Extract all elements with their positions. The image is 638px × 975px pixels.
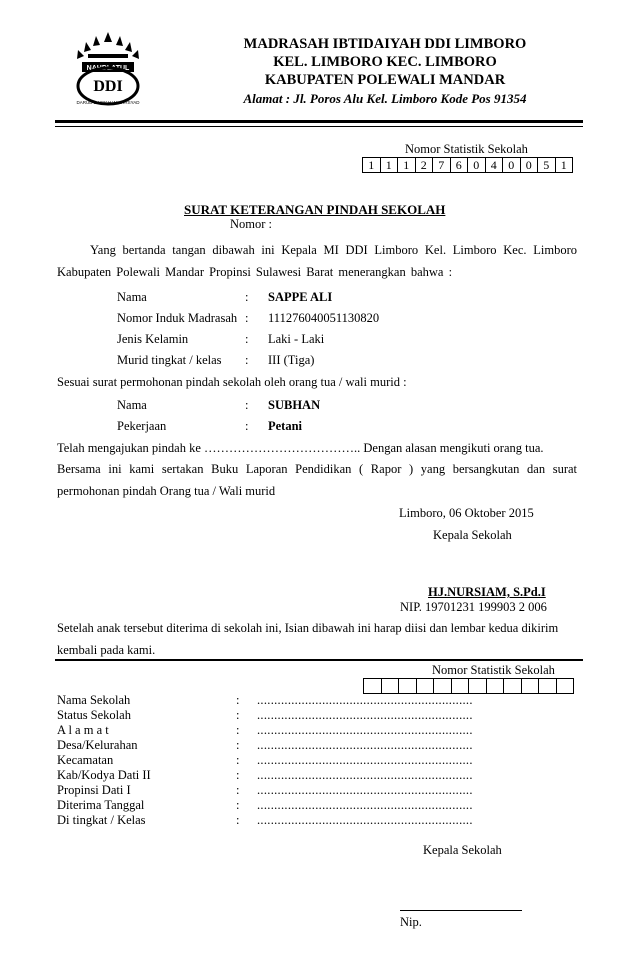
receipt-field-dots: ...............................................................: [257, 798, 473, 812]
student-field-colon: :: [245, 353, 249, 367]
letter-number: Nomor :: [230, 217, 273, 231]
parent-intro: Sesuai surat permohonan pindah sekolah oleh orang tua / wali murid :: [57, 375, 407, 389]
receipt-field-label: Kab/Kodya Dati II: [57, 768, 151, 782]
receipt-field-label: Nama Sekolah: [57, 693, 131, 707]
receipt-field-label: Di tingkat / Kelas: [57, 813, 146, 827]
school-address: Alamat : Jl. Poros Alu Kel. Limboro Kode Pos 91354: [243, 91, 527, 106]
nss-empty-box: [487, 679, 505, 693]
receipt-field-colon: :: [236, 753, 240, 767]
receipt-signature-line: [400, 910, 522, 911]
nss-empty-box: [504, 679, 522, 693]
student-field-value: 111276040051130820: [268, 311, 380, 325]
nss-digit: 1: [556, 158, 574, 172]
receipt-field-dots: ...............................................................: [257, 723, 473, 737]
parent-field-value: SUBHAN: [268, 398, 321, 412]
student-field-value: Laki - Laki: [268, 332, 325, 346]
nss-digit: 0: [503, 158, 521, 172]
school-kelurahan: KEL. LIMBORO KEC. LIMBORO: [273, 54, 497, 70]
student-field-label: Murid tingkat / kelas: [117, 353, 222, 367]
receipt-signature-title: Kepala Sekolah: [423, 843, 502, 857]
nss-digit: 1: [363, 158, 381, 172]
receipt-field-colon: :: [236, 798, 240, 812]
receipt-field-dots: ...............................................................: [257, 783, 473, 797]
signer-nip: NIP. 19701231 199903 2 006: [400, 600, 547, 614]
receipt-nip: Nip.: [400, 915, 422, 929]
moved-statement: Telah mengajukan pindah ke ……………………………….. Dengan alasan mengikuti orang tua.: [57, 441, 544, 455]
intro-line-2: Kabupaten Polewali Mandar Propinsi Sulawesi Barat menerangkan bahwa :: [57, 265, 453, 279]
receipt-divider: [55, 659, 583, 661]
receipt-field-dots: ...............................................................: [257, 768, 473, 782]
parent-field-label: Nama: [117, 398, 147, 412]
signature-title: Kepala Sekolah: [433, 528, 512, 542]
receipt-field-colon: :: [236, 768, 240, 782]
attachment-line-2: permohonan pindah Orang tua / Wali murid: [57, 484, 276, 498]
nss-empty-box: [452, 679, 470, 693]
nss-digit: 0: [521, 158, 539, 172]
receipt-nss-label: Nomor Statistik Sekolah: [432, 663, 555, 677]
receipt-intro-1: Setelah anak tersebut diterima di sekolah ini, Isian dibawah ini harap diisi dan lembar kedua dikirim: [57, 621, 559, 635]
student-field-colon: :: [245, 311, 249, 325]
nss-digit: 7: [433, 158, 451, 172]
nss-empty-box: [539, 679, 557, 693]
receipt-field-label: Diterima Tanggal: [57, 798, 145, 812]
signer-name: HJ.NURSIAM, S.Pd.I: [428, 585, 546, 599]
receipt-field-dots: ...............................................................: [257, 693, 473, 707]
receipt-field-colon: :: [236, 738, 240, 752]
nss-digit: 1: [398, 158, 416, 172]
parent-field-label: Pekerjaan: [117, 419, 167, 433]
svg-text:DARUD DA'WAH WAL IRSYAD: DARUD DA'WAH WAL IRSYAD: [76, 100, 140, 105]
nss-empty-box: [557, 679, 575, 693]
letter-title: SURAT KETERANGAN PINDAH SEKOLAH: [184, 202, 446, 217]
nss-digit: 1: [381, 158, 399, 172]
svg-text:NAHDLATUL: NAHDLATUL: [86, 65, 130, 72]
student-field-value: III (Tiga): [268, 353, 315, 367]
parent-field-value: Petani: [268, 419, 303, 433]
parent-field-colon: :: [245, 419, 249, 433]
attachment-line-1: Bersama ini kami sertakan Buku Laporan Pendidikan ( Rapor ) yang bersangkutan dan surat: [57, 462, 577, 476]
receipt-intro-2: kembali pada kami.: [57, 643, 156, 657]
nss-empty-box: [417, 679, 435, 693]
nss-empty-box: [434, 679, 452, 693]
intro-line-1: Yang bertanda tangan dibawah ini Kepala MI DDI Limboro Kel. Limboro Kec. Limboro: [90, 243, 577, 257]
student-field-label: Nomor Induk Madrasah: [117, 311, 238, 325]
nss-digit: 4: [486, 158, 504, 172]
receipt-field-colon: :: [236, 783, 240, 797]
header-divider-thin: [55, 126, 583, 127]
student-field-colon: :: [245, 332, 249, 346]
parent-field-colon: :: [245, 398, 249, 412]
place-date: Limboro, 06 Oktober 2015: [399, 506, 534, 520]
receipt-field-colon: :: [236, 813, 240, 827]
receipt-field-label: Desa/Kelurahan: [57, 738, 138, 752]
nss-label: Nomor Statistik Sekolah: [405, 142, 528, 156]
nss-digit-boxes: [362, 157, 573, 173]
receipt-field-colon: :: [236, 723, 240, 737]
nss-empty-box: [399, 679, 417, 693]
nss-digit: 2: [416, 158, 434, 172]
receipt-field-colon: :: [236, 708, 240, 722]
receipt-nss-boxes: [363, 678, 574, 694]
nss-empty-box: [469, 679, 487, 693]
header-divider-thick: [55, 120, 583, 123]
nss-empty-box: [382, 679, 400, 693]
nss-digit: 5: [538, 158, 556, 172]
student-field-colon: :: [245, 290, 249, 304]
nss-digit: 6: [451, 158, 469, 172]
ddi-logo: [66, 28, 150, 110]
receipt-field-label: Propinsi Dati I: [57, 783, 131, 797]
svg-text:DDI: DDI: [93, 78, 123, 95]
receipt-field-label: Status Sekolah: [57, 708, 131, 722]
receipt-field-label: A l a m a t: [57, 723, 109, 737]
receipt-field-dots: ...............................................................: [257, 708, 473, 722]
receipt-field-dots: ...............................................................: [257, 753, 473, 767]
receipt-field-label: Kecamatan: [57, 753, 114, 767]
school-name: MADRASAH IBTIDAIYAH DDI LIMBORO: [243, 36, 527, 52]
school-kabupaten: KABUPATEN POLEWALI MANDAR: [264, 72, 506, 88]
nss-empty-box: [364, 679, 382, 693]
nss-empty-box: [522, 679, 540, 693]
receipt-field-dots: ...............................................................: [257, 738, 473, 752]
receipt-field-colon: :: [236, 693, 240, 707]
nss-digit: 0: [468, 158, 486, 172]
student-field-value: SAPPE ALI: [268, 290, 333, 304]
student-field-label: Nama: [117, 290, 147, 304]
receipt-field-dots: ...............................................................: [257, 813, 473, 827]
student-field-label: Jenis Kelamin: [117, 332, 189, 346]
